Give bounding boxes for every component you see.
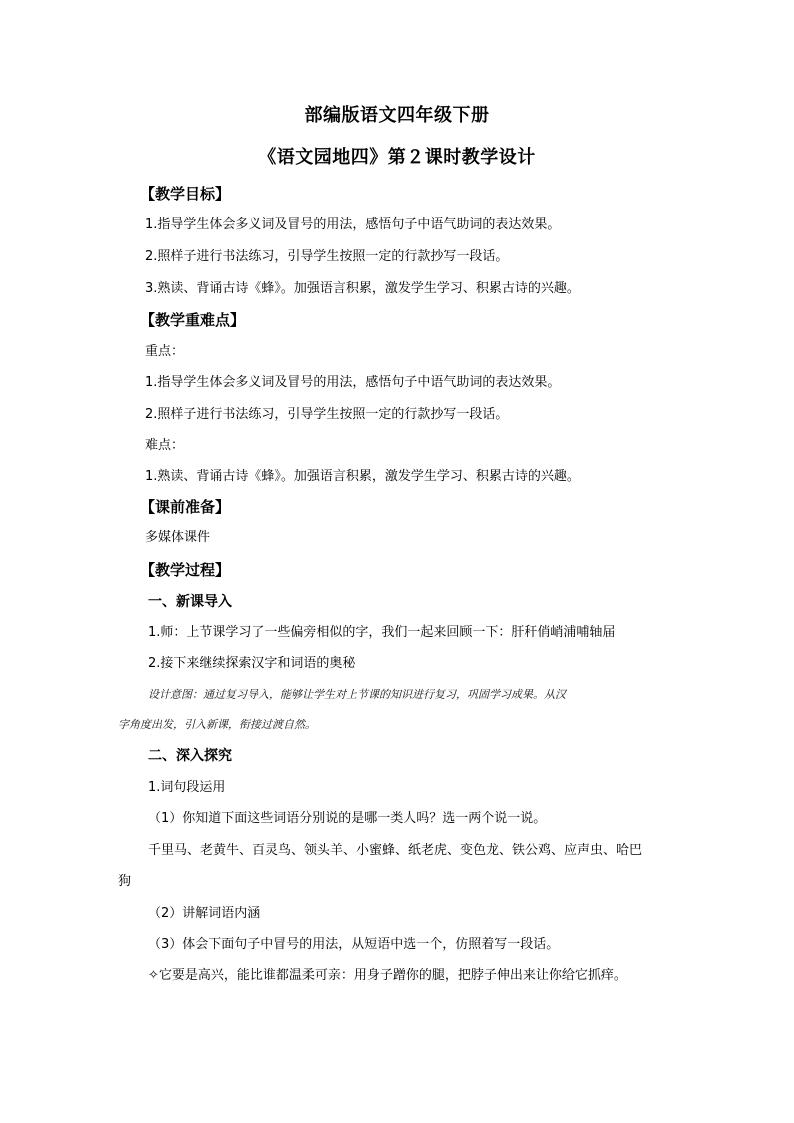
part2-sub1: 1.词句段运用 bbox=[148, 780, 226, 795]
part2-question1: （1）你知道下面这些词语分别说的是哪一类人吗？选一两个说一说。 bbox=[148, 811, 547, 826]
design-intent-line2: 字角度出发，引入新课，衔接过渡自然。 bbox=[118, 718, 316, 731]
document-title: 部编版语文四年级下册 bbox=[304, 105, 490, 126]
part1-item: 2.接下来继续探索汉字和词语的奥秘 bbox=[148, 656, 356, 671]
part2-words-line1: 千里马、老黄牛、百灵鸟、领头羊、小蜜蜂、纸老虎、变色龙、铁公鸡、应声虫、哈巴 bbox=[148, 843, 643, 858]
difficult-label: 难点： bbox=[145, 438, 185, 453]
part2-heading: 二、深入探究 bbox=[148, 748, 232, 764]
key-label: 重点： bbox=[145, 344, 185, 359]
goal-item: 2.照样子进行书法练习，引导学生按照一定的行款抄写一段话。 bbox=[145, 249, 509, 264]
part2-words-line2: 狗 bbox=[118, 874, 132, 889]
difficult-item: 1.熟读、背诵古诗《蜂》。加强语言积累，激发学生学习、积累古诗的兴趣。 bbox=[145, 469, 580, 484]
goal-item: 1.指导学生体会多义词及冒号的用法，感悟句子中语气助词的表达效果。 bbox=[145, 217, 561, 232]
goal-item: 3.熟读、背诵古诗《蜂》。加强语言积累，激发学生学习、积累古诗的兴趣。 bbox=[145, 281, 580, 296]
part2-question3: （3）体会下面句子中冒号的用法，从短语中选一个，仿照着写一段话。 bbox=[148, 937, 560, 952]
key-points-heading: 【教学重难点】 bbox=[140, 311, 246, 329]
part1-item: 1.师：上节课学习了一些偏旁相似的字，我们一起来回顾一下：肝秆俏峭浦哺轴届 bbox=[148, 625, 616, 640]
preparation-text: 多媒体课件 bbox=[145, 530, 211, 545]
document-subtitle: 《语文园地四》第２课时教学设计 bbox=[258, 147, 536, 168]
goals-heading: 【教学目标】 bbox=[140, 185, 231, 203]
key-item: 2.照样子进行书法练习，引导学生按照一定的行款抄写一段话。 bbox=[145, 407, 509, 422]
part2-example: ✧它要是高兴，能比谁都温柔可亲：用身子蹭你的腿，把脖子伸出来让你给它抓痒。 bbox=[148, 968, 627, 983]
key-item: 1.指导学生体会多义词及冒号的用法，感悟句子中语气助词的表达效果。 bbox=[145, 375, 561, 390]
design-intent-line1: 设计意图：通过复习导入，能够让学生对上节课的知识进行复习，巩固学习成果。从汉 bbox=[148, 688, 566, 701]
process-heading: 【教学过程】 bbox=[140, 561, 231, 579]
preparation-heading: 【课前准备】 bbox=[140, 498, 231, 516]
part1-heading: 一、新课导入 bbox=[148, 594, 232, 610]
part2-question2: （2）讲解词语内涵 bbox=[148, 906, 261, 921]
